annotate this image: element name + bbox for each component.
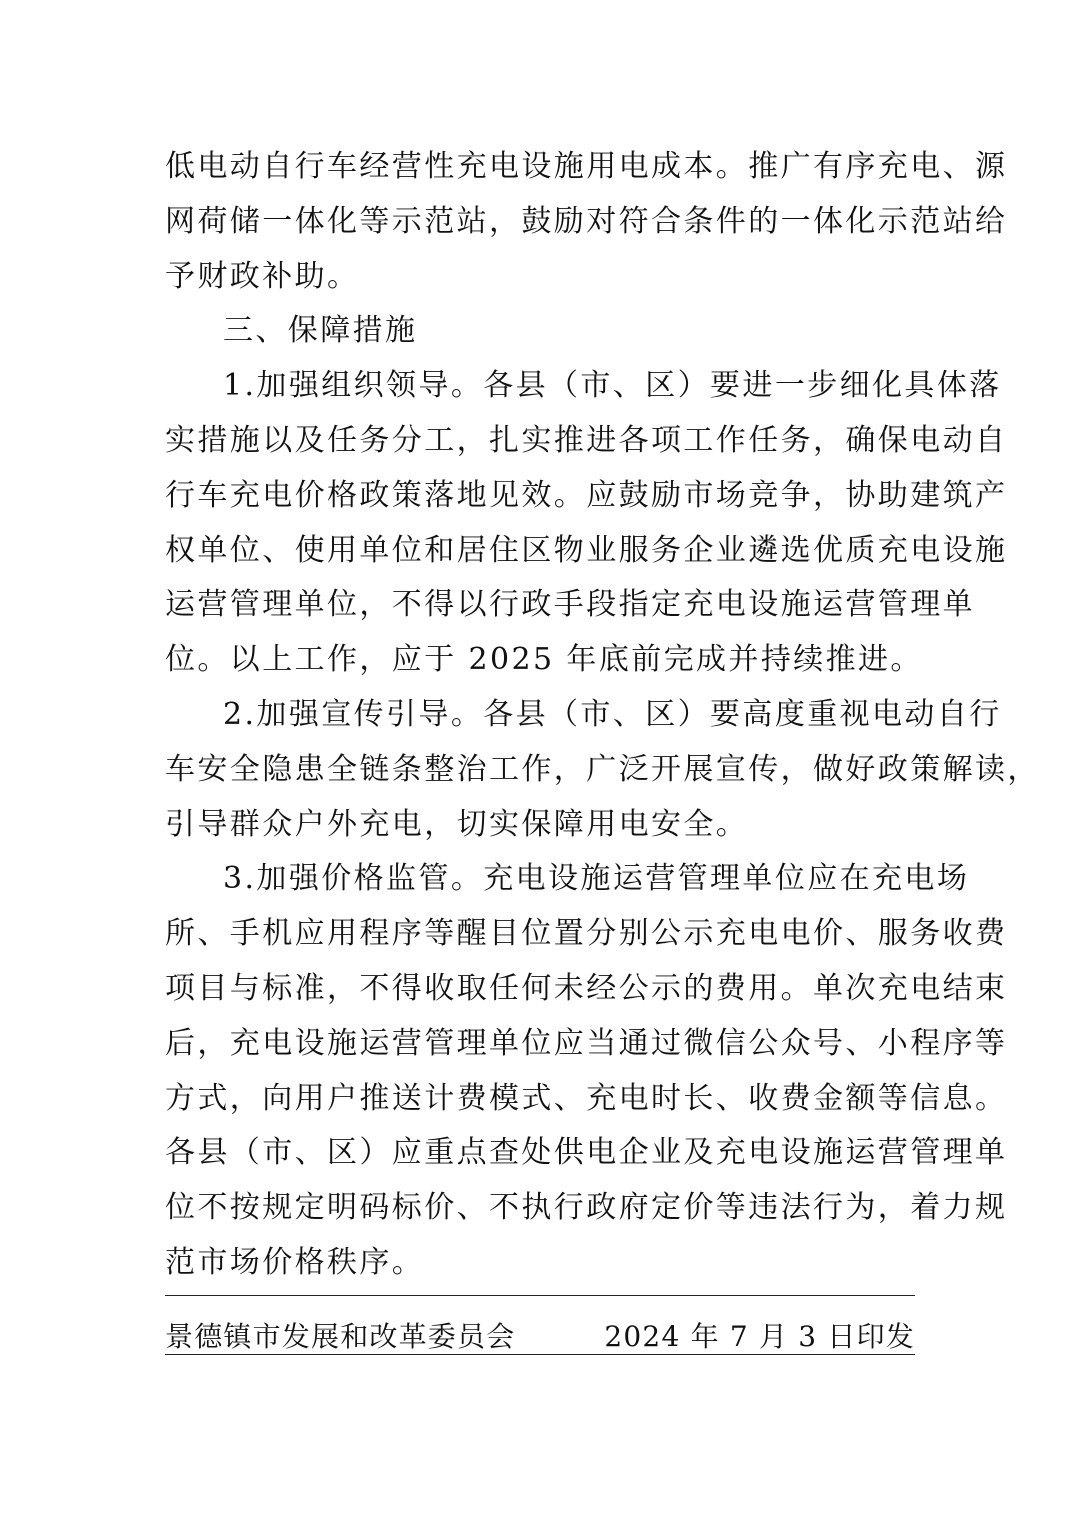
- paragraph-line: 1.加强组织领导。各县（市、区）要进一步细化具体落: [223, 368, 1002, 404]
- paragraph-line: 项目与标准，不得收取任何未经公示的费用。单次充电结束: [165, 970, 1008, 1006]
- paragraph-line: 低电动自行车经营性充电设施用电成本。推广有序充电、源: [165, 149, 1008, 184]
- paragraph-line: 引导群众户外充电，切实保障用电安全。: [165, 806, 749, 842]
- paragraph-line: 3.加强价格监管。充电设施运营管理单位应在充电场: [223, 861, 970, 897]
- section-heading: 三、保障措施: [223, 313, 418, 349]
- issue-date: 2024 年 7 月 3 日印发: [604, 1320, 915, 1353]
- issuer-name: 景德镇市发展和改革委员会: [165, 1320, 516, 1353]
- paragraph-line: 方式，向用户推送计费模式、充电时长、收费金额等信息。: [165, 1080, 1008, 1116]
- paragraph-line: 实措施以及任务分工，扎实推进各项工作任务，确保电动自: [165, 422, 1008, 458]
- document-body: [165, 140, 1040, 1291]
- paragraph-line: 运营管理单位，不得以行政手段指定充电设施运营管理单: [165, 587, 975, 623]
- paragraph-line: 范市场价格秩序。: [165, 1244, 425, 1280]
- paragraph-line: 予财政补助。: [165, 258, 360, 294]
- paragraph-line: 权单位、使用单位和居住区物业服务企业遴选优质充电设施: [165, 532, 1008, 568]
- paragraph-line: 车安全隐患全链条整治工作，广泛开展宣传，做好政策解读，: [165, 751, 1040, 787]
- paragraph-line: 位不按规定明码标价、不执行政府定价等违法行为，着力规: [165, 1190, 1008, 1226]
- paragraph-line: 位。以上工作，应于 2025 年底前完成并持续推进。: [165, 642, 923, 678]
- paragraph-line: 网荷储一体化等示范站，鼓励对符合条件的一体化示范站给: [165, 203, 1008, 239]
- footer-bottom-rule: [165, 1354, 915, 1355]
- paragraph-line: 行车充电价格政策落地见效。应鼓励市场竞争，协助建筑产: [165, 477, 1008, 513]
- footer-top-rule: [165, 1295, 915, 1296]
- document-footer: [165, 1295, 915, 1355]
- paragraph-line: 所、手机应用程序等醒目位置分别公示充电电价、服务收费: [165, 916, 1008, 952]
- paragraph-line: 各县（市、区）应重点查处供电企业及充电设施运营管理单: [165, 1135, 1008, 1171]
- paragraph-line: 2.加强宣传引导。各县（市、区）要高度重视电动自行: [223, 696, 1002, 732]
- footer-row: [165, 1320, 915, 1354]
- paragraph-line: 后，充电设施运营管理单位应当通过微信公众号、小程序等: [165, 1025, 1008, 1061]
